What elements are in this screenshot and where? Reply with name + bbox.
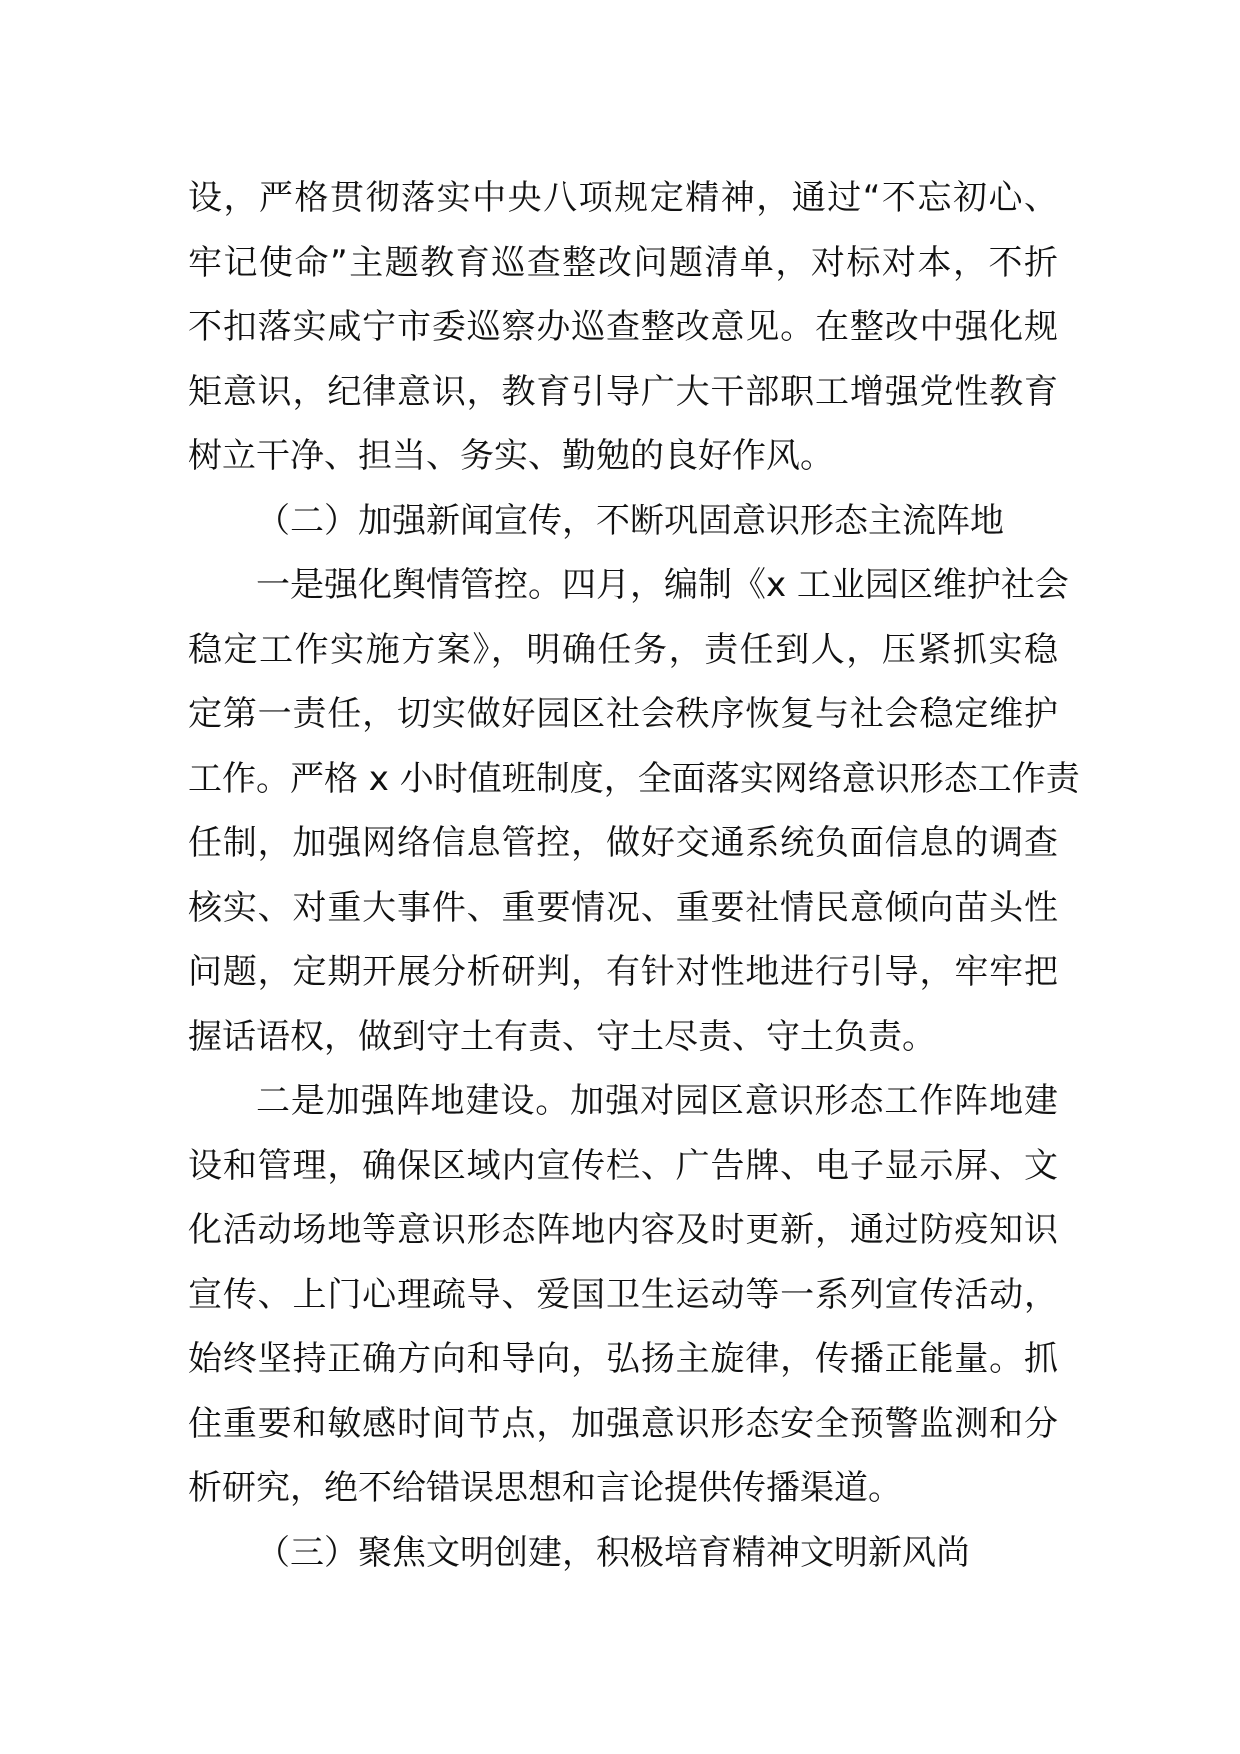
text-line: 任制，加强网络信息管控，做好交通系统负面信息的调查: [188, 823, 1058, 863]
text-line: 树立干净、担当、务实、勤勉的良好作风。: [188, 436, 834, 476]
text-line: 宣传、上门心理疏导、爱国卫生运动等一系列宣传活动，: [188, 1274, 1058, 1315]
text-line: 析研究，绝不给错误思想和言论提供传播渠道。: [188, 1468, 902, 1508]
text-line: 定第一责任，切实做好园区社会秩序恢复与社会稳定维护: [188, 694, 1058, 734]
paragraph-public-opinion: [188, 553, 1080, 1069]
text-line: 问题，定期开展分析研判，有针对性地进行引导，牢牢把: [188, 952, 1058, 992]
heading-text: （二）加强新闻宣传，不断巩固意识形态主流阵地: [256, 500, 1004, 541]
paragraph-continued: [188, 166, 1058, 489]
text-line: 住重要和敏感时间节点，加强意识形态安全预警监测和分: [188, 1403, 1058, 1444]
text-line: 化活动场地等意识形态阵地内容及时更新，通过防疫知识: [188, 1210, 1058, 1250]
text-line: 牢记使命”主题教育巡查整改问题清单，对标对本，不折: [188, 242, 1058, 283]
text-line: 核实、对重大事件、重要情况、重要社情民意倾向苗头性: [188, 887, 1058, 928]
text-line: 稳定工作实施方案》，明确任务，责任到人，压紧抓实稳: [188, 629, 1058, 670]
paragraph-position-building: [188, 1069, 1058, 1521]
text-line: 工作。严格 x 小时值班制度，全面落实网络意识形态工作责: [188, 758, 1080, 799]
text-line: 握话语权，做到守土有责、守土尽责、守土负责。: [188, 1016, 936, 1057]
text-line: 二是加强阵地建设。加强对园区意识形态工作阵地建: [256, 1081, 1058, 1121]
text-line: 不扣落实咸宁市委巡察办巡查整改意见。在整改中强化规: [188, 307, 1058, 347]
section-heading-3: [188, 1521, 1058, 1586]
text-line: 矩意识，纪律意识，教育引导广大干部职工增强党性教育: [188, 371, 1058, 412]
section-heading-2: [188, 489, 1058, 554]
text-line: 一是强化舆情管控。四月，编制《x 工业园区维护社会: [256, 565, 1069, 605]
text-line: 设，严格贯彻落实中央八项规定精神，通过“不忘初心、: [188, 178, 1058, 218]
text-line: 始终坚持正确方向和导向，弘扬主旋律，传播正能量。抓: [188, 1339, 1058, 1379]
document-body: [188, 166, 1080, 1585]
heading-text: （三）聚焦文明创建，积极培育精神文明新风尚: [256, 1532, 970, 1573]
text-line: 设和管理，确保区域内宣传栏、广告牌、电子显示屏、文: [188, 1145, 1058, 1186]
